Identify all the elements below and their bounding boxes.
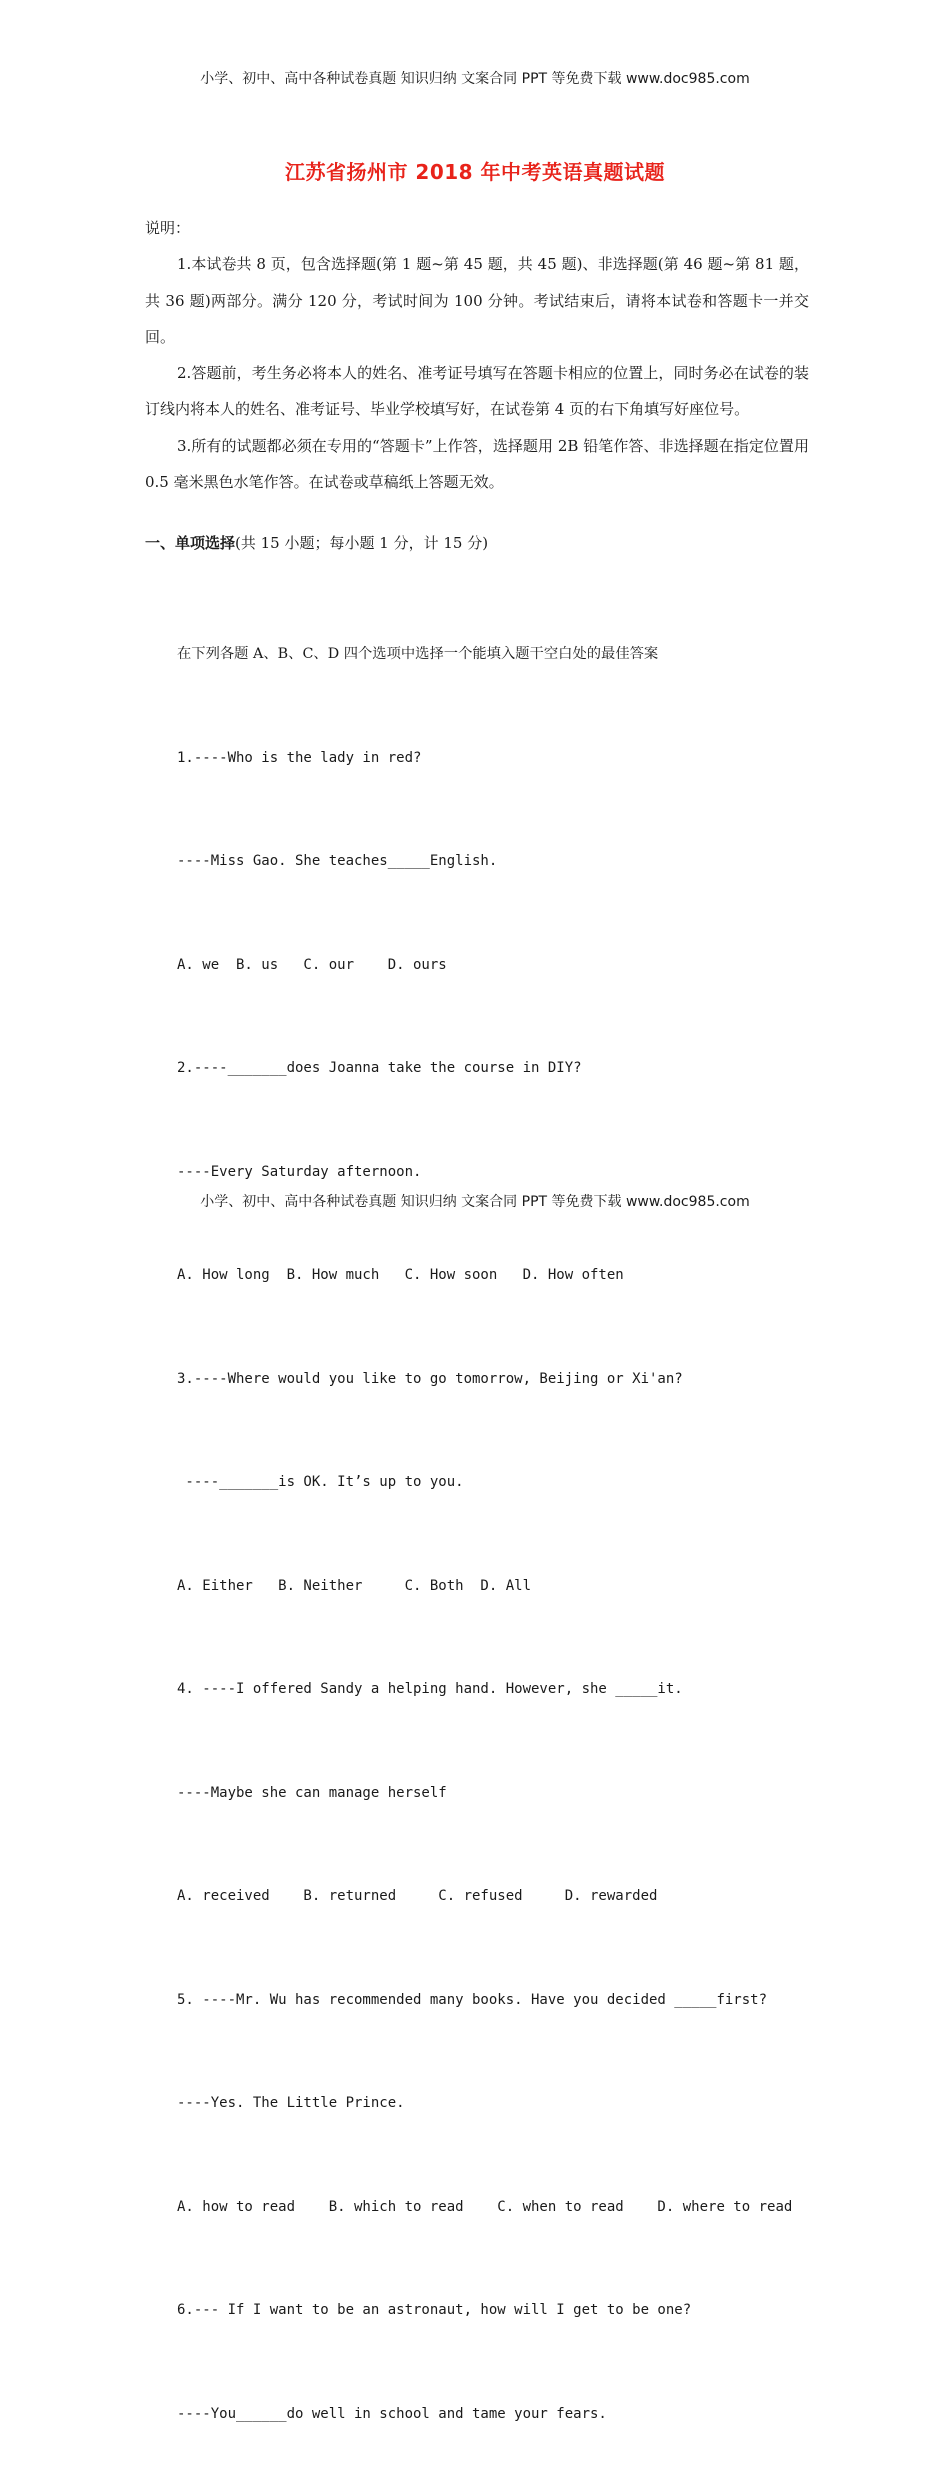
section-directions: 在下列各题 A、B、C、D 四个选项中选择一个能填入题干空白处的最佳答案: [177, 646, 659, 662]
question-1-reply: ----Miss Gao. She teaches_____English.: [177, 853, 498, 869]
question-4-reply: ----Maybe she can manage herself: [177, 1784, 447, 1801]
question-4-prompt: 4. ----I offered Sandy a helping hand. However, she _____it.: [177, 1681, 683, 1697]
instructions: [145, 210, 809, 500]
question-5-prompt: 5. ----Mr. Wu has recommended many books. Have you decided _____first?: [177, 1991, 768, 2008]
question-6-prompt: 6.--- If I want to be an astronaut, how will I get to be one?: [177, 2302, 692, 2318]
question-5-options: A. how to read B. which to read C. when to read D. where to read: [177, 2198, 793, 2215]
instruction-paragraph-1: 1.本试卷共 8 页，包含选择题(第 1 题~第 45 题，共 45 题)、非选择题(第 46 题~第 81 题，共 36 题)两部分。满分 120 分，考试时间为 100 分钟。考试结束后，请将本试卷和答题卡一并交回。: [145, 255, 809, 346]
instructions-label: 说明：: [145, 219, 191, 237]
question-1-prompt: 1.----Who is the lady in red?: [177, 749, 422, 766]
question-3-options: A. Either B. Neither C. Both D. All: [177, 1577, 532, 1594]
section-note: (共 15 小题；每小题 1 分，计 15 分): [235, 534, 489, 552]
section-heading: [145, 532, 488, 553]
section-title: 一、单项选择: [145, 534, 236, 552]
question-2-reply: ----Every Saturday afternoon.: [177, 1163, 422, 1180]
page-header: 小学、初中、高中各种试卷真题 知识归纳 文案合同 PPT 等免费下载 www.doc985.com: [200, 71, 750, 87]
question-2-options: A. How long B. How much C. How soon D. How often: [177, 1267, 624, 1283]
question-6-reply: ----You______do well in school and tame your fears.: [177, 2405, 607, 2422]
question-4-options: A. received B. returned C. refused D. rewarded: [177, 1888, 658, 1904]
question-1-options: A. we B. us C. our D. ours: [177, 956, 447, 973]
question-3-prompt: 3.----Where would you like to go tomorrow, Beijing or Xi'an?: [177, 1370, 683, 1387]
instruction-paragraph-3: 3.所有的试题都必须在专用的“答题卡”上作答，选择题用 2B 铅笔作答、非选择题在指定位置用 0.5 毫米黑色水笔作答。在试卷或草稿纸上答题无效。: [145, 436, 809, 492]
question-2-prompt: 2.----_______does Joanna take the course in DIY?: [177, 1060, 582, 1076]
page-footer: 小学、初中、高中各种试卷真题 知识归纳 文案合同 PPT 等免费下载 www.doc985.com: [200, 1194, 750, 1210]
question-3-reply: ----_______is OK. It’s up to you.: [177, 1474, 464, 1490]
question-list: [177, 568, 817, 2466]
question-5-reply: ----Yes. The Little Prince.: [177, 2095, 405, 2111]
instruction-paragraph-2: 2.答题前，考生务必将本人的姓名、准考证号填写在答题卡相应的位置上，同时务必在试卷的装订线内将本人的姓名、准考证号、毕业学校填写好，在试卷第 4 页的右下角填写好座位号。: [145, 364, 809, 419]
document-title: 江苏省扬州市 2018 年中考英语真题试题: [284, 160, 666, 184]
